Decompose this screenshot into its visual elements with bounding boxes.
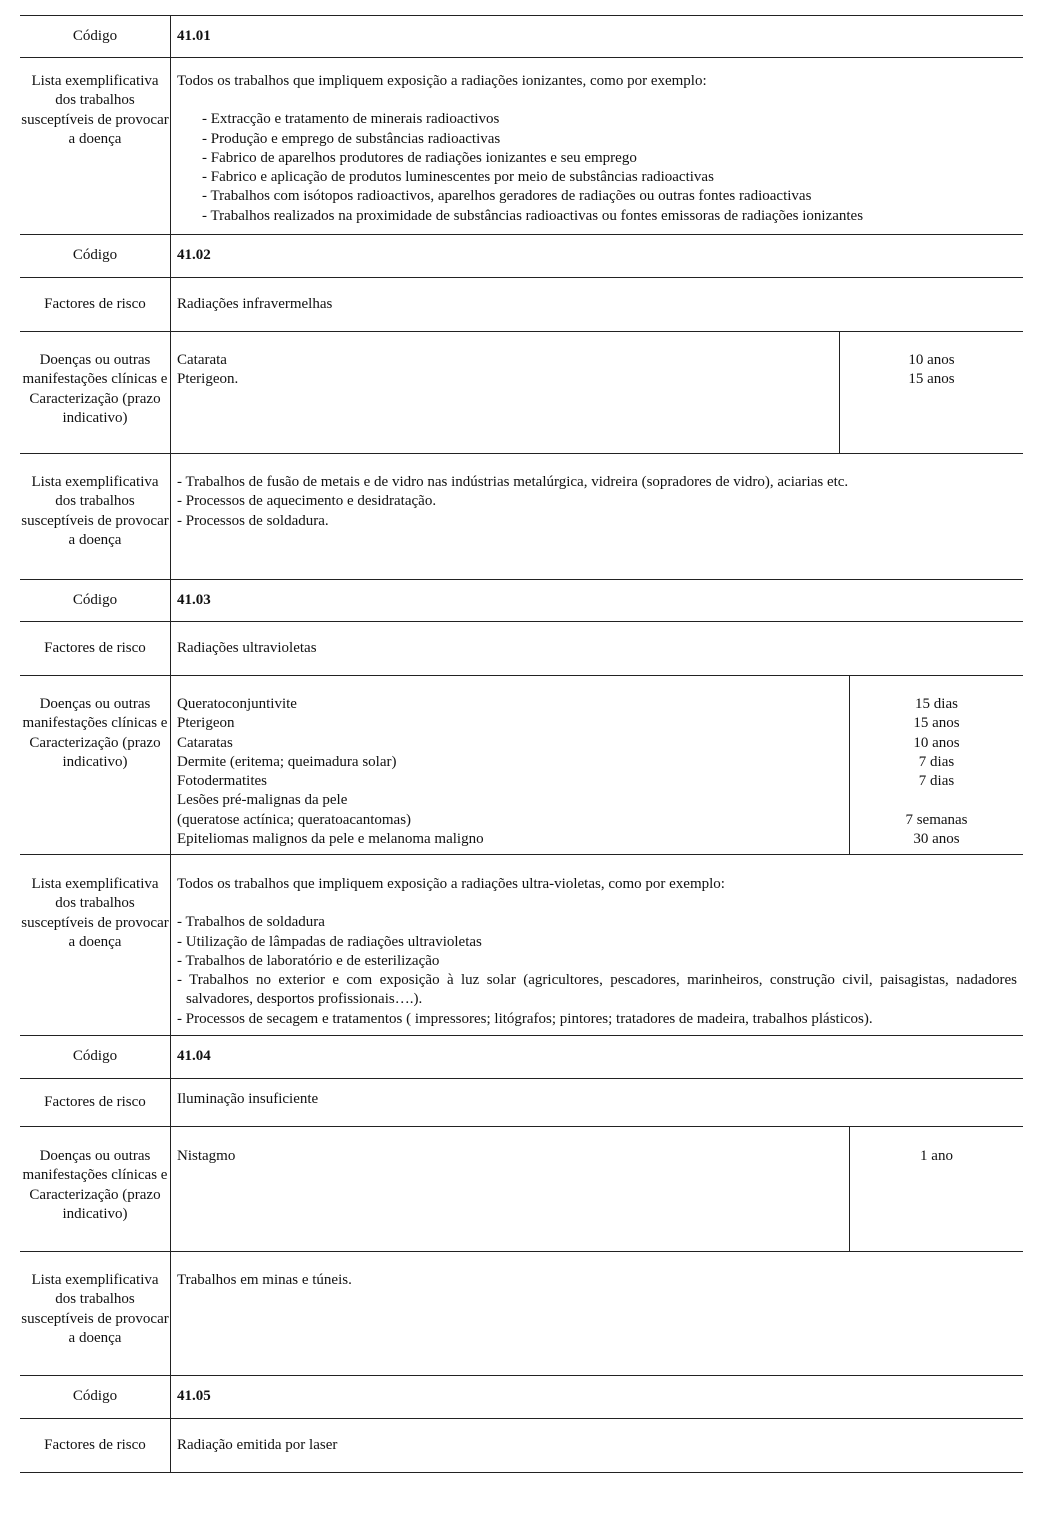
work-list-item: - Trabalhos com isótopos radioactivos, aparelhos geradores de radiações ou outras fontes radioactivas [202, 188, 812, 205]
work-list-item: - Fabrico e aplicação de produtos luminescentes por meio de substâncias radioactivas [202, 169, 714, 186]
disease-item: Epiteliomas malignos da pele e melanoma maligno [177, 831, 484, 848]
disease-item: Dermite (eritema; queimadura solar) [177, 753, 397, 770]
work-list-item: - Trabalhos de soldadura [177, 914, 325, 931]
spacer [177, 894, 1017, 913]
risk-factor: Radiações ultravioletas [177, 640, 317, 656]
period-value: 15 dias [915, 696, 958, 712]
code-label-text: Código [72, 27, 118, 44]
disease-code: 41.05 [177, 1388, 211, 1404]
work-list-item: - Produção e emprego de substâncias radioactivas [202, 130, 501, 147]
period-value: 15 anos [908, 371, 955, 388]
risk-factor-label [20, 278, 170, 331]
disease-item: Nistagmo [177, 1148, 236, 1164]
disease-item: Pterigeon [177, 715, 235, 732]
period-value: 10 anos [908, 352, 955, 368]
period-value: 10 anos [913, 734, 960, 751]
disease-code: 41.02 [177, 247, 211, 263]
period-value [850, 791, 1023, 810]
risk-factor-label [20, 1079, 170, 1126]
disease-code: 41.04 [177, 1048, 211, 1064]
code-label [20, 580, 170, 621]
work-list-label: Lista exemplificativa dos trabalhos susceptíveis de provocar a doença [21, 73, 169, 147]
work-list-label: Lista exemplificativa dos trabalhos susceptíveis de provocar a doença [21, 876, 169, 950]
work-list-item: - Trabalhos realizados na proximidade de substâncias radioactivas ou fontes emissoras de radiações ionizantes [202, 207, 864, 224]
period-value: 30 anos [913, 831, 960, 848]
row-divider [20, 1472, 1023, 1473]
diseases-label: Doenças ou outras manifestações clínicas e Caracterização (prazo indicativo) [22, 352, 168, 426]
risk-factor-label-text: Factores de risco [44, 1436, 146, 1453]
code-label-text: Código [72, 591, 118, 608]
work-list-label: Lista exemplificativa dos trabalhos susceptíveis de provocar a doença [21, 1272, 169, 1346]
period-list [840, 351, 1023, 390]
work-list-item: - Extracção e tratamento de minerais radioactivos [202, 111, 500, 128]
column-divider [849, 1126, 850, 1251]
work-list-intro: Todos os trabalhos que impliquem exposição a radiações ionizantes, como por exemplo: [177, 73, 707, 89]
period-value: 15 anos [913, 715, 960, 732]
work-list-intro: Todos os trabalhos que impliquem exposição a radiações ultra-violetas, como por exemplo: [177, 876, 725, 892]
work-list-label: Lista exemplificativa dos trabalhos susceptíveis de provocar a doença [21, 474, 169, 548]
code-label [20, 235, 170, 277]
work-list [177, 72, 1017, 226]
code-label [20, 1036, 170, 1078]
period-value: 7 dias [918, 773, 955, 790]
work-list-item: - Trabalhos no exterior e com exposição à luz solar (agricultores, pescadores, marinheiros, construção civil, paisagistas, nadadores salvadores, desportos profissionais….). [177, 972, 1017, 1008]
diseases-label: Doenças ou outras manifestações clínicas e Caracterização (prazo indicativo) [22, 1148, 168, 1222]
period-value: 1 ano [920, 1148, 953, 1164]
disease-list [177, 351, 827, 390]
risk-factor-label-text: Factores de risco [44, 639, 146, 656]
risk-factor-label [20, 622, 170, 675]
column-divider [839, 331, 840, 453]
disease-item: Cataratas [177, 734, 233, 751]
risk-factor: Iluminação insuficiente [177, 1091, 319, 1107]
disease-code: 41.03 [177, 592, 211, 608]
diseases-label: Doenças ou outras manifestações clínicas e Caracterização (prazo indicativo) [22, 696, 168, 770]
code-label-text: Código [72, 1048, 118, 1065]
period-list [850, 695, 1023, 849]
work-list-item: - Fabrico de aparelhos produtores de radiações ionizantes e seu emprego [202, 149, 637, 166]
work-list-item: - Trabalhos de fusão de metais e de vidro nas indústrias metalúrgica, vidreira (sopradores de vidro), aciarias etc. [177, 474, 849, 490]
spacer [177, 91, 1017, 110]
work-list-item: - Utilização de lâmpadas de radiações ultravioletas [177, 933, 482, 950]
disease-item: Lesões pré-malignas da pele [177, 792, 348, 809]
work-list-item: - Trabalhos de laboratório e de esterilização [177, 952, 440, 969]
risk-factor: Radiação emitida por laser [177, 1437, 338, 1453]
disease-code: 41.01 [177, 28, 211, 44]
period-value: 7 dias [918, 753, 955, 770]
disease-item: Queratoconjuntivite [177, 696, 297, 712]
column-divider [170, 15, 171, 1472]
code-label [20, 16, 170, 57]
period-value: 7 semanas [905, 811, 968, 828]
risk-factor-label-text: Factores de risco [44, 1093, 146, 1110]
work-list-item: - Processos de secagem e tratamentos ( impressores; litógrafos; pintores; tratadores de madeira, trabalhos plásticos). [177, 1010, 873, 1027]
risk-factor-label [20, 1419, 170, 1472]
code-label-text: Código [72, 1388, 118, 1405]
work-list-item: - Processos de soldadura. [177, 512, 329, 529]
disease-item: Catarata [177, 352, 227, 368]
work-list: Trabalhos em minas e túneis. [177, 1272, 352, 1288]
work-list [177, 875, 1017, 1029]
work-list-item: - Processos de aquecimento e desidratação. [177, 493, 437, 510]
code-label-text: Código [72, 247, 118, 264]
disease-item: Fotodermatites [177, 773, 267, 790]
risk-factor-label-text: Factores de risco [44, 295, 146, 312]
disease-item: (queratose actínica; queratoacantomas) [177, 811, 412, 828]
disease-list [177, 695, 837, 849]
risk-factor: Radiações infravermelhas [177, 296, 333, 312]
work-list [177, 473, 1017, 531]
code-label [20, 1376, 170, 1418]
disease-item: Pterigeon. [177, 371, 239, 388]
